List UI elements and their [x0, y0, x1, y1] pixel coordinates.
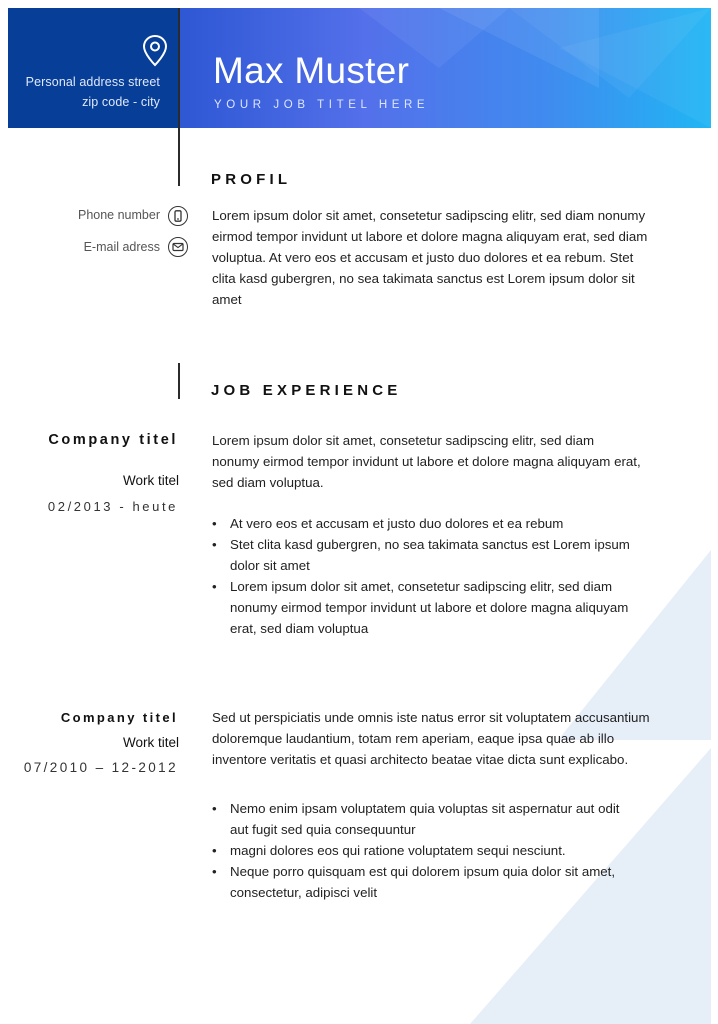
- work-title: Work titel: [122, 735, 179, 750]
- job-dates: 02/2013 - heute: [47, 499, 178, 514]
- job-dates: 07/2010 – 12-2012: [23, 760, 178, 775]
- section-title-profil: PROFIL: [211, 171, 292, 188]
- list-item: • At vero eos et accusam et justo duo dolores et ea rebum: [212, 513, 632, 534]
- job-bullet-list: [212, 798, 632, 903]
- profil-text: Lorem ipsum dolor sit amet, consetetur sadipscing elitr, sed diam nonumy eirmod tempor invidunt ut labore et dolore magna aliquyam erat, sed diam voluptua. At vero eos et accusam et justo duo dolores et ea rebum. Stet clita kasd gubergren, no sea takimata sanctus est Lorem ipsum dolor sit amet: [212, 208, 648, 307]
- list-item: • Nemo enim ipsam voluptatem quia voluptas sit aspernatur aut odit aut fugit sed quia consequuntur: [212, 798, 632, 840]
- job-description: Sed ut perspiciatis unde omnis iste natus error sit voluptatem accusantium doloremque laudantium, totam rem aperiam, eaque ipsa quae ab illo inventore veritatis et quasi architecto beatae vitae dicta sunt explicabo.: [212, 710, 650, 767]
- divider-line: [178, 8, 180, 186]
- company-title: Company titel: [48, 432, 178, 448]
- job-description: Lorem ipsum dolor sit amet, consetetur sadipscing elitr, sed diam nonumy eirmod tempor invidunt ut labore et dolore magna aliquyam erat, sed diam voluptua.: [212, 433, 641, 490]
- job-title: YOUR JOB TITEL HERE: [214, 99, 430, 111]
- company-title: Company titel: [60, 710, 178, 725]
- list-item: • Neque porro quisquam est qui dolorem ipsum quia dolor sit amet, consectetur, adipisci velit: [212, 861, 632, 903]
- list-item: • magni dolores eos qui ratione voluptatem sequi nesciunt.: [212, 840, 632, 861]
- list-item: • Lorem ipsum dolor sit amet, consetetur sadipscing elitr, sed diam nonumy eirmod tempor invidunt ut labore et dolore magna aliquyam erat, sed diam voluptua: [212, 576, 632, 639]
- map-pin-icon: [141, 34, 169, 68]
- job-bullet-list: [212, 513, 632, 639]
- header-address-panel: [8, 8, 179, 128]
- divider-line: [178, 363, 180, 399]
- smartphone-icon: [168, 206, 188, 226]
- email-address-label: E-mail adress: [83, 240, 160, 254]
- address-zip-city: zip code - city: [82, 95, 160, 109]
- section-title-job-experience: JOB EXPERIENCE: [211, 382, 402, 399]
- work-title: Work titel: [122, 473, 179, 488]
- person-name: Max Muster: [213, 50, 410, 91]
- phone-number-label: Phone number: [77, 208, 160, 222]
- envelope-icon: [168, 237, 188, 257]
- list-item: • Stet clita kasd gubergren, no sea takimata sanctus est Lorem ipsum dolor sit amet: [212, 534, 632, 576]
- address-street: Personal address street: [25, 75, 160, 89]
